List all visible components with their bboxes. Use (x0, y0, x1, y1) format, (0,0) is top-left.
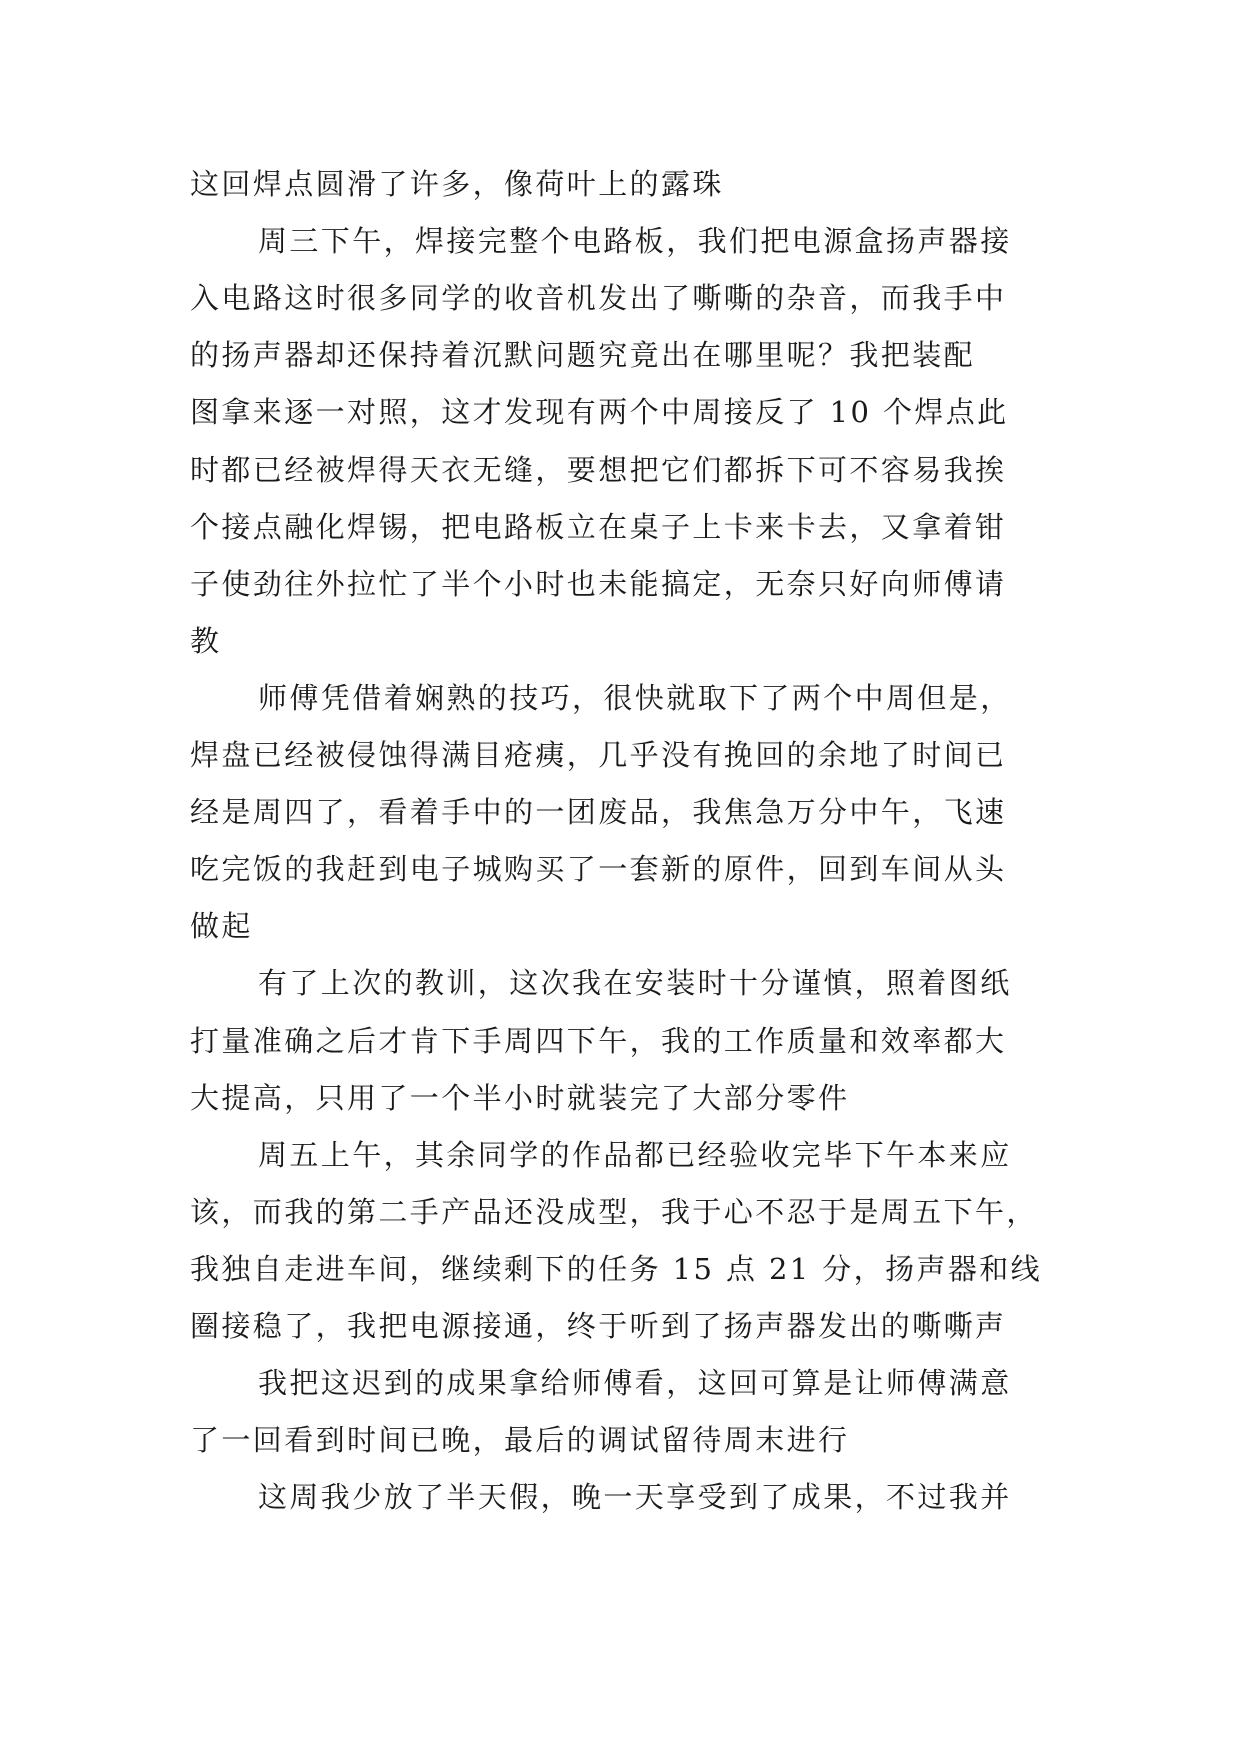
text-line: 这周我少放了半天假，晚一天享受到了成果，不过我并 (258, 1480, 1012, 1515)
text-line: 有了上次的教训，这次我在安装时十分谨慎，照着图纸 (258, 966, 1012, 1001)
text-line: 焊盘已经被侵蚀得满目疮痍，几乎没有挽回的余地了时间已 (190, 738, 1007, 772)
text-line: 吃完饭的我赶到电子城购买了一套新的原件，回到车间从头 (190, 852, 1007, 887)
text-line: 打量准确之后才肯下手周四下午，我的工作质量和效率都大 (190, 1023, 1007, 1058)
text-line: 入电路这时很多同学的收音机发出了嘶嘶的杂音，而我手中 (190, 281, 1007, 316)
text-line: 时都已经被焊得天衣无缝，要想把它们都拆下可不容易我挨 (190, 452, 1007, 487)
text-line: 子使劲往外拉忙了半个小时也未能搞定，无奈只好向师傅请 (190, 566, 1007, 601)
text-line: 经是周四了，看着手中的一团废品，我焦急万分中午，飞速 (190, 795, 1007, 830)
text-line: 我独自走进车间，继续剩下的任务 15 点 21 分，扬声器和线 (190, 1251, 1043, 1286)
text-line: 个接点融化焊锡，把电路板立在桌子上卡来卡去，又拿着钳 (190, 509, 1007, 544)
text-line: 我把这迟到的成果拿给师傅看，这回可算是让师傅满意 (258, 1366, 1012, 1401)
text-line: 教 (190, 623, 222, 658)
text-line: 圈接稳了，我把电源接通，终于听到了扬声器发出的嘶嘶声 (190, 1309, 1007, 1343)
text-line: 该，而我的第二手产品还没成型，我于心不忍于是周五下午， (190, 1194, 1038, 1229)
text-line: 做起 (190, 909, 253, 944)
text-line: 大提高，只用了一个半小时就装完了大部分零件 (190, 1080, 850, 1115)
text-line: 了一回看到时间已晚，最后的调试留待周末进行 (190, 1423, 850, 1458)
text-line: 的扬声器却还保持着沉默问题究竟出在哪里呢？我把装配 (190, 338, 976, 373)
text-line: 图拿来逐一对照，这才发现有两个中周接反了 10 个焊点此 (190, 395, 1009, 430)
text-line: 周五上午，其余同学的作品都已经验收完毕下午本来应 (258, 1137, 1012, 1172)
text-line: 周三下午，焊接完整个电路板，我们把电源盒扬声器接 (258, 224, 1012, 259)
text-line: 师傅凭借着娴熟的技巧，很快就取下了两个中周但是， (258, 680, 1012, 715)
text-line: 这回焊点圆滑了许多，像荷叶上的露珠 (190, 167, 724, 201)
